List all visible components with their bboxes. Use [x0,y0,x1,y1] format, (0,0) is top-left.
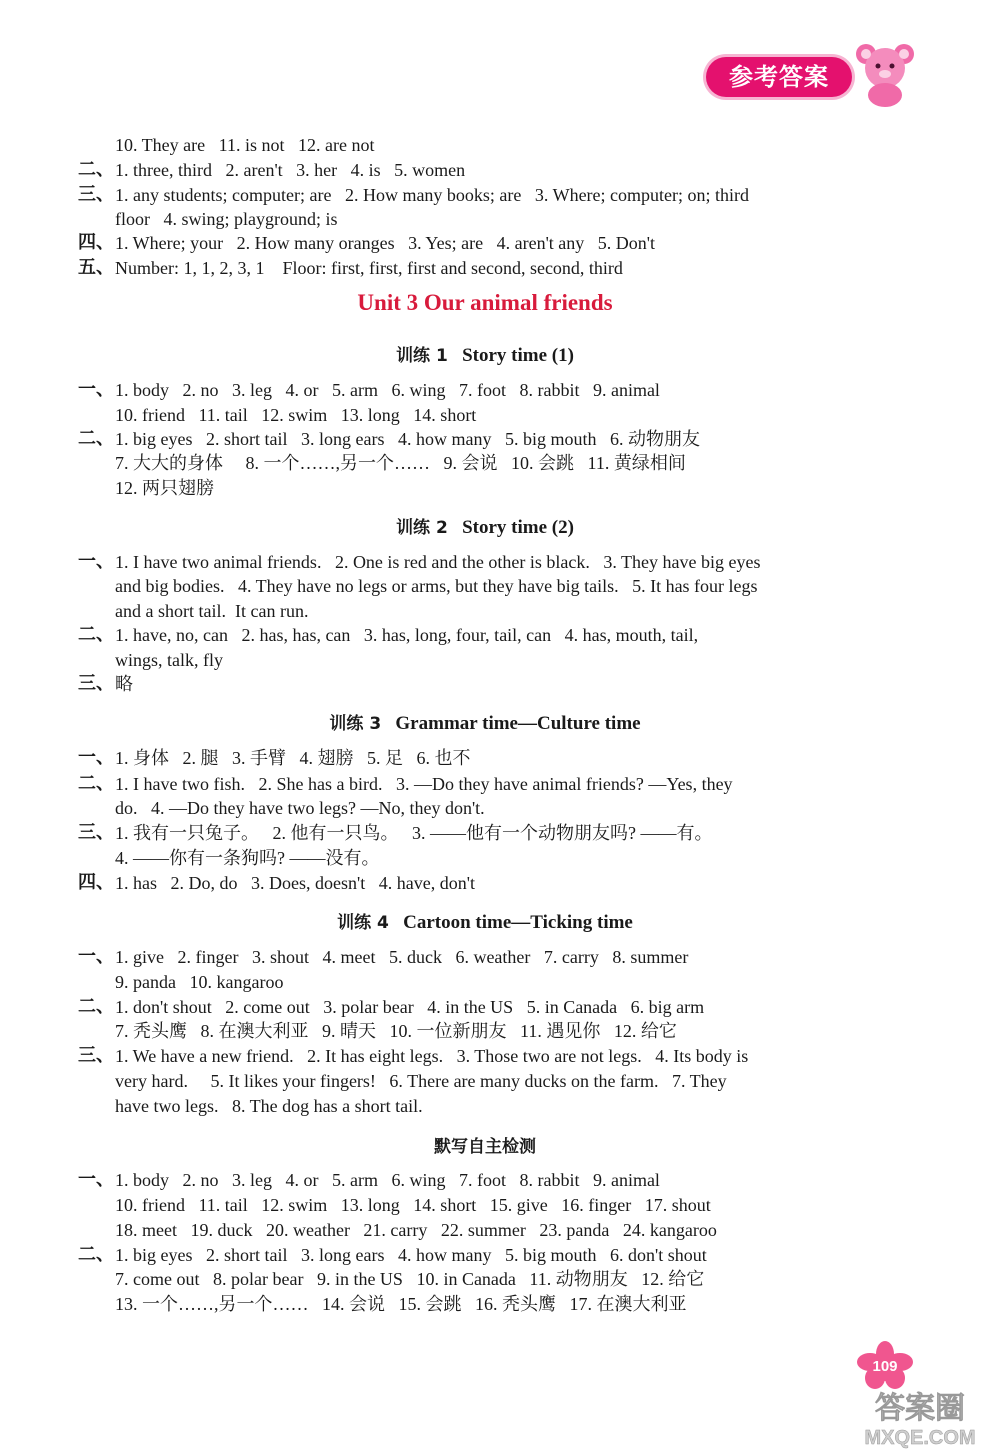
answer-text: 1. I have two animal friends. 2. One is red and the other is black. 3. They have big eyes [115,552,761,572]
section-title: Story time (1) [462,345,574,366]
question-marker: 四、 [78,872,114,893]
answer-text: 1. any students; computer; are 2. How many books; are 3. Where; computer; on; third [115,185,750,205]
answer-text: and a short tail. It can run. [115,601,309,621]
answer-text: 7. 大大的身体 8. 一个……,另一个…… 9. 会说 10. 会跳 11. 黄绿相间 [115,453,686,473]
section-label: 训练 2 [396,518,448,538]
question-marker: 五、 [78,257,114,278]
answer-text: 1. Where; your 2. How many oranges 3. Yes; are 4. aren't any 5. Don't [115,233,656,253]
question-marker: 一、 [78,747,114,768]
section-label: 默写自主检测 [434,1137,536,1157]
answer-text: do. 4. —Do they have two legs? —No, they don't. [115,798,485,818]
answer-text: 1. have, no, can 2. has, has, can 3. has, long, four, tail, can 4. has, mouth, tail, [115,625,699,645]
section-title: Grammar time—Culture time [395,713,641,734]
answer-text: 1. 我有一只兔子。 2. 他有一只鸟。 3. ——他有一个动物朋友吗? ——有。 [115,823,713,843]
question-marker: 二、 [78,428,114,449]
teddy-bear-icon [850,40,920,108]
answer-text: 1. don't shout 2. come out 3. polar bear 4. in the US 5. in Canada 6. big arm [115,997,705,1017]
question-marker: 一、 [78,551,114,572]
page-number: 109 [872,1358,898,1375]
section-heading [0,1132,970,1158]
answer-text: wings, talk, fly [115,650,223,670]
answer-text: have two legs. 8. The dog has a short tail. [115,1096,423,1116]
question-marker: 一、 [78,946,114,967]
question-marker: 二、 [78,773,114,794]
section-heading [0,341,970,367]
answer-text: 12. 两只翅膀 [115,478,214,498]
question-marker: 二、 [78,624,114,645]
section-title: Story time (2) [462,517,574,538]
answer-text: 1. give 2. finger 3. shout 4. meet 5. duck 6. weather 7. carry 8. summer [115,947,689,967]
question-marker: 二、 [78,996,114,1017]
answer-text: 18. meet 19. duck 20. weather 21. carry 22. summer 23. panda 24. kangaroo [115,1220,717,1240]
answer-text: and big bodies. 4. They have no legs or arms, but they have big tails. 5. It has four legs [115,576,758,596]
answer-text: Number: 1, 1, 2, 3, 1 Floor: first, first, first and second, second, third [115,258,623,278]
question-marker: 三、 [78,673,114,694]
question-marker: 二、 [78,1244,114,1265]
section-heading [0,513,970,539]
answer-text: 10. friend 11. tail 12. swim 13. long 14. short [115,405,477,425]
answer-text: 1. big eyes 2. short tail 3. long ears 4. how many 5. big mouth 6. don't shout [115,1245,707,1265]
answer-text: 1. big eyes 2. short tail 3. long ears 4. how many 5. big mouth 6. 动物朋友 [115,429,700,449]
section-title: Cartoon time—Ticking time [403,912,633,933]
answer-text: 1. body 2. no 3. leg 4. or 5. arm 6. wing 7. foot 8. rabbit 9. animal [115,1170,660,1190]
answer-text: 1. has 2. Do, do 3. Does, doesn't 4. have, don't [115,873,475,893]
answer-text: very hard. 5. It likes your fingers! 6. There are many ducks on the farm. 7. They [115,1071,727,1091]
answer-text: 1. body 2. no 3. leg 4. or 5. arm 6. wing 7. foot 8. rabbit 9. animal [115,380,660,400]
question-marker: 一、 [78,379,114,400]
answer-text: 1. I have two fish. 2. She has a bird. 3. —Do they have animal friends? —Yes, they [115,774,733,794]
section-heading [0,709,970,735]
answer-text: 1. three, third 2. aren't 3. her 4. is 5. women [115,160,466,180]
answer-text: 10. friend 11. tail 12. swim 13. long 14. short 15. give 16. finger 17. shout [115,1195,711,1215]
question-marker: 一、 [78,1169,114,1190]
question-marker: 三、 [78,1045,114,1066]
answer-text: 1. We have a new friend. 2. It has eight legs. 3. Those two are not legs. 4. Its body is [115,1046,749,1066]
question-marker: 四、 [78,232,114,253]
answer-text: 1. 身体 2. 腿 3. 手臂 4. 翅膀 5. 足 6. 也不 [115,748,471,768]
section-label: 训练 1 [396,346,448,366]
question-marker: 三、 [78,822,114,843]
answer-text: 7. come out 8. polar bear 9. in the US 10. in Canada 11. 动物朋友 12. 给它 [115,1269,705,1289]
answer-text: floor 4. swing; playground; is [115,209,338,229]
answer-text: 4. ——你有一条狗吗? ——没有。 [115,848,380,868]
question-marker: 三、 [78,184,114,205]
watermark-logo [845,1386,995,1450]
answer-text: 7. 秃头鹰 8. 在澳大利亚 9. 晴天 10. 一位新朋友 11. 遇见你 12. 给它 [115,1021,677,1041]
section-heading [0,908,970,934]
question-marker: 二、 [78,159,114,180]
section-label: 训练 4 [337,913,389,933]
section-label: 训练 3 [329,714,382,734]
unit-title: Unit 3 Our animal friends [357,290,613,315]
answer-text: 10. They are 11. is not 12. are not [115,135,375,155]
answer-text: 9. panda 10. kangaroo [115,972,284,992]
answer-text: 略 [115,674,133,694]
svg-text:MXQE.COM: MXQE.COM [864,1427,976,1449]
answer-key-badge: 参考答案 [706,57,852,97]
answer-text: 13. 一个……,另一个…… 14. 会说 15. 会跳 16. 秃头鹰 17. 在澳大利亚 [115,1294,687,1314]
svg-text:答案圈: 答案圈 [875,1391,965,1426]
